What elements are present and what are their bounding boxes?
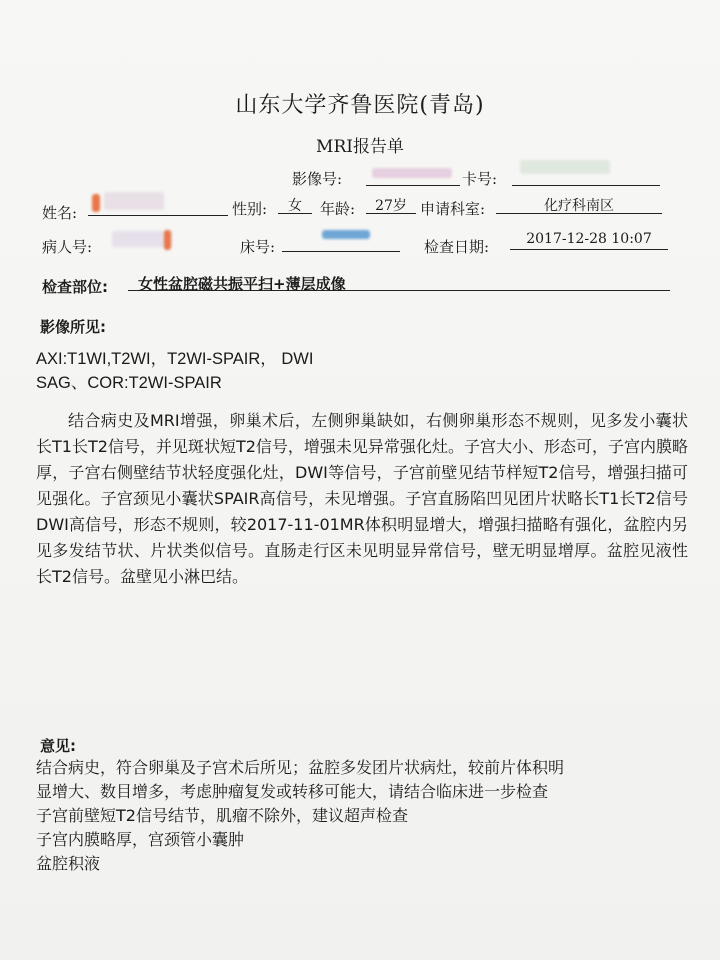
opinion-line: 子宫内膜略厚，宫颈管小囊肿 — [36, 830, 245, 849]
exam-part-label: 检查部位: — [42, 278, 108, 296]
patient-no-label: 病人号: — [42, 238, 93, 256]
dept-value: 化疗科南区 — [496, 195, 662, 214]
exam-date-value: 2017-12-28 10:07 — [510, 231, 668, 250]
dept-label: 申请科室: — [420, 200, 486, 218]
image-no-label: 影像号: — [292, 170, 343, 188]
opinion-line: 结合病史，符合卵巢及子宫术后所见；盆腔多发团片状病灶，较前片体积明 — [36, 758, 565, 777]
age-label: 年龄: — [320, 200, 356, 218]
findings-text: 结合病史及MRI增强，卵巢术后，左侧卵巢缺如，右侧卵巢形态不规则，见多发小囊状长T1长T2信号，并见斑状短T2信号，增强未见异常强化灶。子宫大小、形态可，子宫内膜略厚，子宫右侧壁结节状轻度强化灶，DWI等信号，子宫前壁见结节样短T2信号，增强扫描可见强化。子宫颈见小囊状SPAIR高信号，未见增强。子宫直肠陷凹见团片状略长T1长T2信号DWI高信号，形态不规则，较2017-11-01MR体积明显增大，增强扫描略有强化，盆腔内另见多发结节状、片状类似信号。直肠走行区未见明显异常信号，壁无明显增厚。盆腔见液性长T2信号。盆壁见小淋巴结。 — [36, 411, 688, 586]
bed-no-label: 床号: — [240, 238, 276, 256]
sequence-line-2: SAG、COR:T2WI-SPAIR — [36, 374, 222, 392]
opinion-block — [36, 756, 696, 876]
sequence-line-1: AXI:T1WI,T2WI，T2WI-SPAIR， DWI — [36, 350, 314, 368]
card-no-label: 卡号: — [462, 170, 498, 188]
name-label: 姓名: — [42, 204, 78, 222]
opinion-line: 子宫前壁短T2信号结节，肌瘤不除外，建议超声检查 — [36, 806, 408, 825]
opinion-heading: 意见: — [40, 737, 76, 755]
findings-heading: 影像所见: — [40, 318, 106, 336]
age-value: 27岁 — [366, 195, 416, 214]
redaction-mark — [164, 230, 171, 250]
exam-part-value: 女性盆腔磁共振平扫+薄层成像 — [128, 273, 670, 291]
hospital-name: 山东大学齐鲁医院(青岛) — [235, 93, 485, 118]
sex-value: 女 — [278, 195, 312, 214]
redaction-mark — [92, 194, 100, 212]
redaction-mark — [104, 192, 164, 210]
redaction-mark — [322, 230, 370, 239]
redaction-mark — [112, 231, 172, 247]
exam-date-label: 检查日期: — [424, 238, 490, 256]
redaction-mark — [372, 168, 452, 178]
opinion-line: 显增大、数目增多，考虑肿瘤复发或转移可能大，请结合临床进一步检查 — [36, 782, 549, 801]
opinion-line: 盆腔积液 — [36, 854, 101, 873]
form-title: MRI报告单 — [316, 137, 404, 157]
sex-label: 性别: — [232, 200, 268, 218]
redaction-mark — [520, 160, 610, 174]
